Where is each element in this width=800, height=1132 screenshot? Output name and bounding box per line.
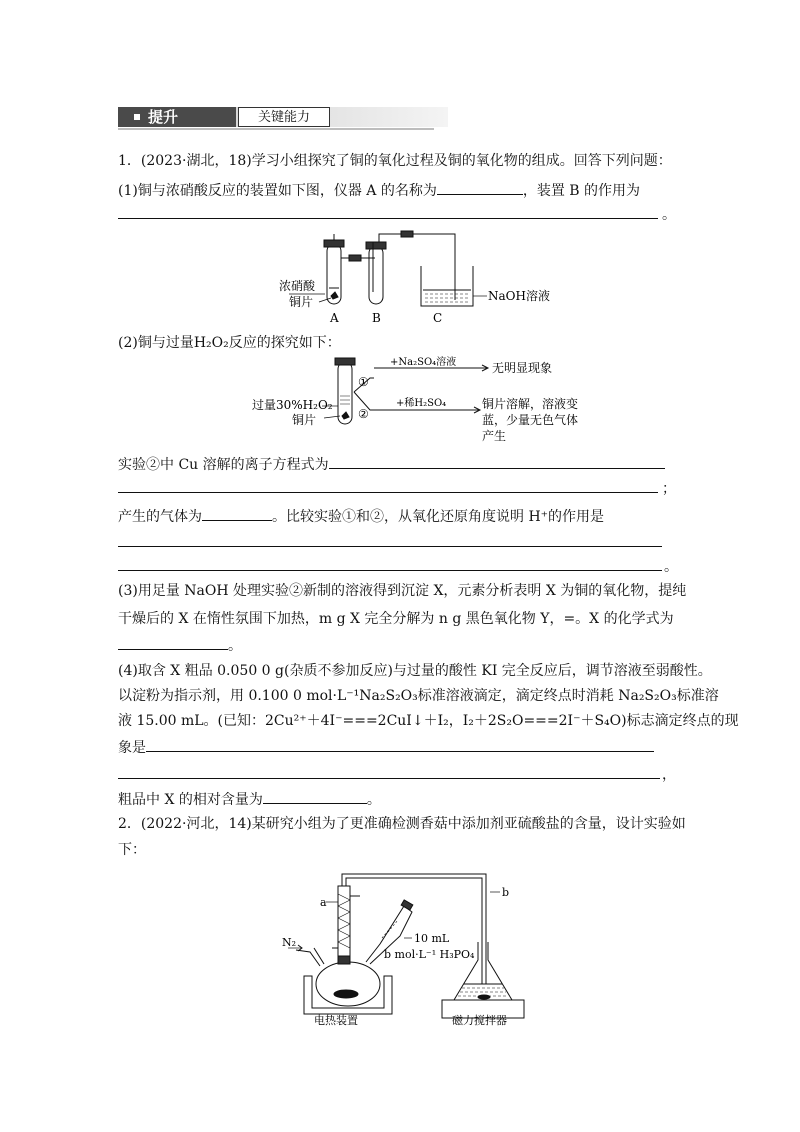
figure-copper-nitric-apparatus bbox=[275, 232, 550, 326]
answer-line-h-role-1[interactable] bbox=[118, 546, 662, 547]
q1-part4-line-d bbox=[118, 736, 654, 758]
stopper-a bbox=[324, 240, 344, 247]
rubber-tube-ab bbox=[349, 255, 361, 261]
q1-part4-line-a: (4)取含 X 粗品 0.050 0 g(杂质不参加反应)与过量的酸性 KI 完全反应后，调节溶液至弱酸性。 bbox=[118, 663, 712, 679]
answer-blank-instrument-a[interactable] bbox=[437, 179, 523, 195]
period-mark: 。 bbox=[662, 207, 676, 223]
label-n2: N₂ bbox=[282, 936, 297, 949]
stopper-b bbox=[366, 242, 386, 249]
stopper-h2o2 bbox=[335, 358, 355, 365]
label-add-dilute-h2so4: +稀H₂SO₄ bbox=[396, 398, 447, 409]
period-mark-4: 。 bbox=[366, 792, 381, 808]
three-neck-flask bbox=[316, 962, 380, 1006]
q1-part3-line-c bbox=[118, 634, 242, 656]
label-c: C bbox=[433, 311, 443, 325]
answer-blank-gas[interactable] bbox=[202, 505, 272, 521]
relative-content-prompt: 粗品中 X 的相对含量为 bbox=[118, 792, 263, 808]
rubber-tube-bc bbox=[401, 231, 413, 237]
q2-stem-line-2: 下： bbox=[118, 842, 146, 858]
figure-sulfite-apparatus bbox=[280, 866, 560, 1026]
label-a: A bbox=[330, 311, 339, 325]
q1-part4-line-e bbox=[118, 788, 381, 810]
answer-blank-content[interactable] bbox=[263, 788, 367, 804]
answer-blank-formula-x[interactable] bbox=[118, 634, 228, 650]
sample-in-flask bbox=[334, 990, 358, 998]
result-line-3: 产生 bbox=[482, 429, 507, 443]
q1-part2-line-a bbox=[118, 453, 665, 475]
gas-prompt: 产生的气体为 bbox=[118, 509, 202, 525]
answer-line-endpoint-2[interactable] bbox=[118, 778, 660, 779]
label-b-tube: b bbox=[502, 886, 510, 899]
banner-title: 提升 bbox=[118, 107, 236, 127]
result-line-1: 铜片溶解，溶液变 bbox=[482, 397, 579, 411]
beaker-c-shape bbox=[421, 266, 473, 306]
q1-part3-line-a: (3)用足量 NaOH 处理实验②新制的溶液得到沉淀 X，元素分析表明 X 为铜的氧化物，提纯 bbox=[118, 583, 687, 599]
q1-part2-intro: (2)铜与过量H₂O₂反应的探究如下： bbox=[118, 335, 341, 351]
copper-piece-h2o2 bbox=[342, 412, 349, 419]
period-mark-3: 。 bbox=[228, 638, 242, 654]
label-naoh-solution: NaOH溶液 bbox=[488, 289, 550, 303]
q2-stem-line-1: 2．(2022·河北，14)某研究小组为了更准确检测香菇中添加剂亚硫酸盐的含量，设计实验如 bbox=[118, 816, 686, 832]
ionic-equation-prompt: 实验②中 Cu 溶解的离子方程式为 bbox=[118, 457, 329, 473]
copper-piece-a bbox=[331, 292, 338, 299]
answer-line-ionic-eq-2[interactable] bbox=[118, 492, 658, 493]
q1-part1-text-a: (1)铜与浓硝酸反应的装置如下图，仪器 A 的名称为 bbox=[118, 183, 437, 199]
section-banner bbox=[118, 107, 434, 131]
q1-part4-line-b: 以淀粉为指示剂，用 0.100 0 mol·L⁻¹Na₂S₂O₃标准溶液滴定，滴定终点时消耗 Na₂S₂O₃标准溶 bbox=[118, 688, 719, 704]
period-mark-2: 。 bbox=[664, 559, 678, 575]
answer-blank-ionic-eq-1[interactable] bbox=[329, 453, 665, 469]
test-tube-b-shape bbox=[369, 246, 383, 304]
comma-mark: ， bbox=[662, 767, 676, 783]
q1-part1-text-b: ，装置 B 的作用为 bbox=[522, 183, 641, 199]
label-conc-nitric-acid: 浓硝酸 bbox=[279, 279, 316, 293]
answer-line-device-b[interactable] bbox=[118, 218, 658, 219]
answer-line-h-role-2[interactable] bbox=[118, 570, 662, 571]
result-no-phenomenon: 无明显现象 bbox=[492, 361, 553, 375]
answer-blank-endpoint-1[interactable] bbox=[146, 736, 654, 752]
label-copper-sheet: 铜片 bbox=[289, 295, 314, 309]
banner-subtitle: 关键能力 bbox=[238, 107, 330, 127]
label-volume: 10 mL bbox=[414, 932, 450, 945]
figure-copper-h2o2-flow bbox=[250, 356, 579, 448]
label-step-1: ① bbox=[358, 375, 369, 389]
q1-part3-line-b: 干燥后的 X 在惰性氛围下加热，m g X 完全分解为 n g 黑色氧化物 Y，=。X 的化学式为 bbox=[118, 611, 674, 627]
label-step-2: ② bbox=[358, 407, 369, 421]
square-bullet-icon bbox=[134, 114, 140, 120]
h-plus-role-prompt: 。比较实验①和②，从氧化还原角度说明 H⁺的作用是 bbox=[272, 509, 605, 525]
label-excess-h2o2: 过量30%H₂O₂ bbox=[252, 398, 333, 412]
semicolon-mark: ； bbox=[662, 481, 676, 497]
label-stirrer: 磁力搅拌器 bbox=[452, 1014, 507, 1027]
endpoint-prompt: 象是 bbox=[118, 740, 146, 756]
label-h3po4-conc: b mol·L⁻¹ H₃PO₄ bbox=[384, 948, 475, 961]
q1-part1-line bbox=[118, 179, 640, 201]
label-heater: 电热装置 bbox=[314, 1014, 358, 1027]
banner-underline bbox=[118, 128, 434, 130]
q1-stem: 1．(2023·湖北，18)学习小组探究了铜的氧化过程及铜的氧化物的组成。回答下列问题： bbox=[118, 153, 672, 169]
result-line-2: 蓝，少量无色气体 bbox=[482, 413, 579, 427]
label-copper-sheet-2: 铜片 bbox=[292, 413, 317, 427]
label-add-na2so4: +Na₂SO₄溶液 bbox=[390, 357, 457, 368]
label-a-condenser: a bbox=[320, 896, 327, 909]
q1-part4-line-c: 液 15.00 mL。(已知：2Cu²⁺＋4I⁻===2CuI↓＋I₂，I₂＋2S₂O===2I⁻＋S₄O)标志滴定终点的现 bbox=[118, 713, 739, 729]
label-b: B bbox=[372, 311, 381, 325]
q1-part2-line-b bbox=[118, 505, 604, 527]
